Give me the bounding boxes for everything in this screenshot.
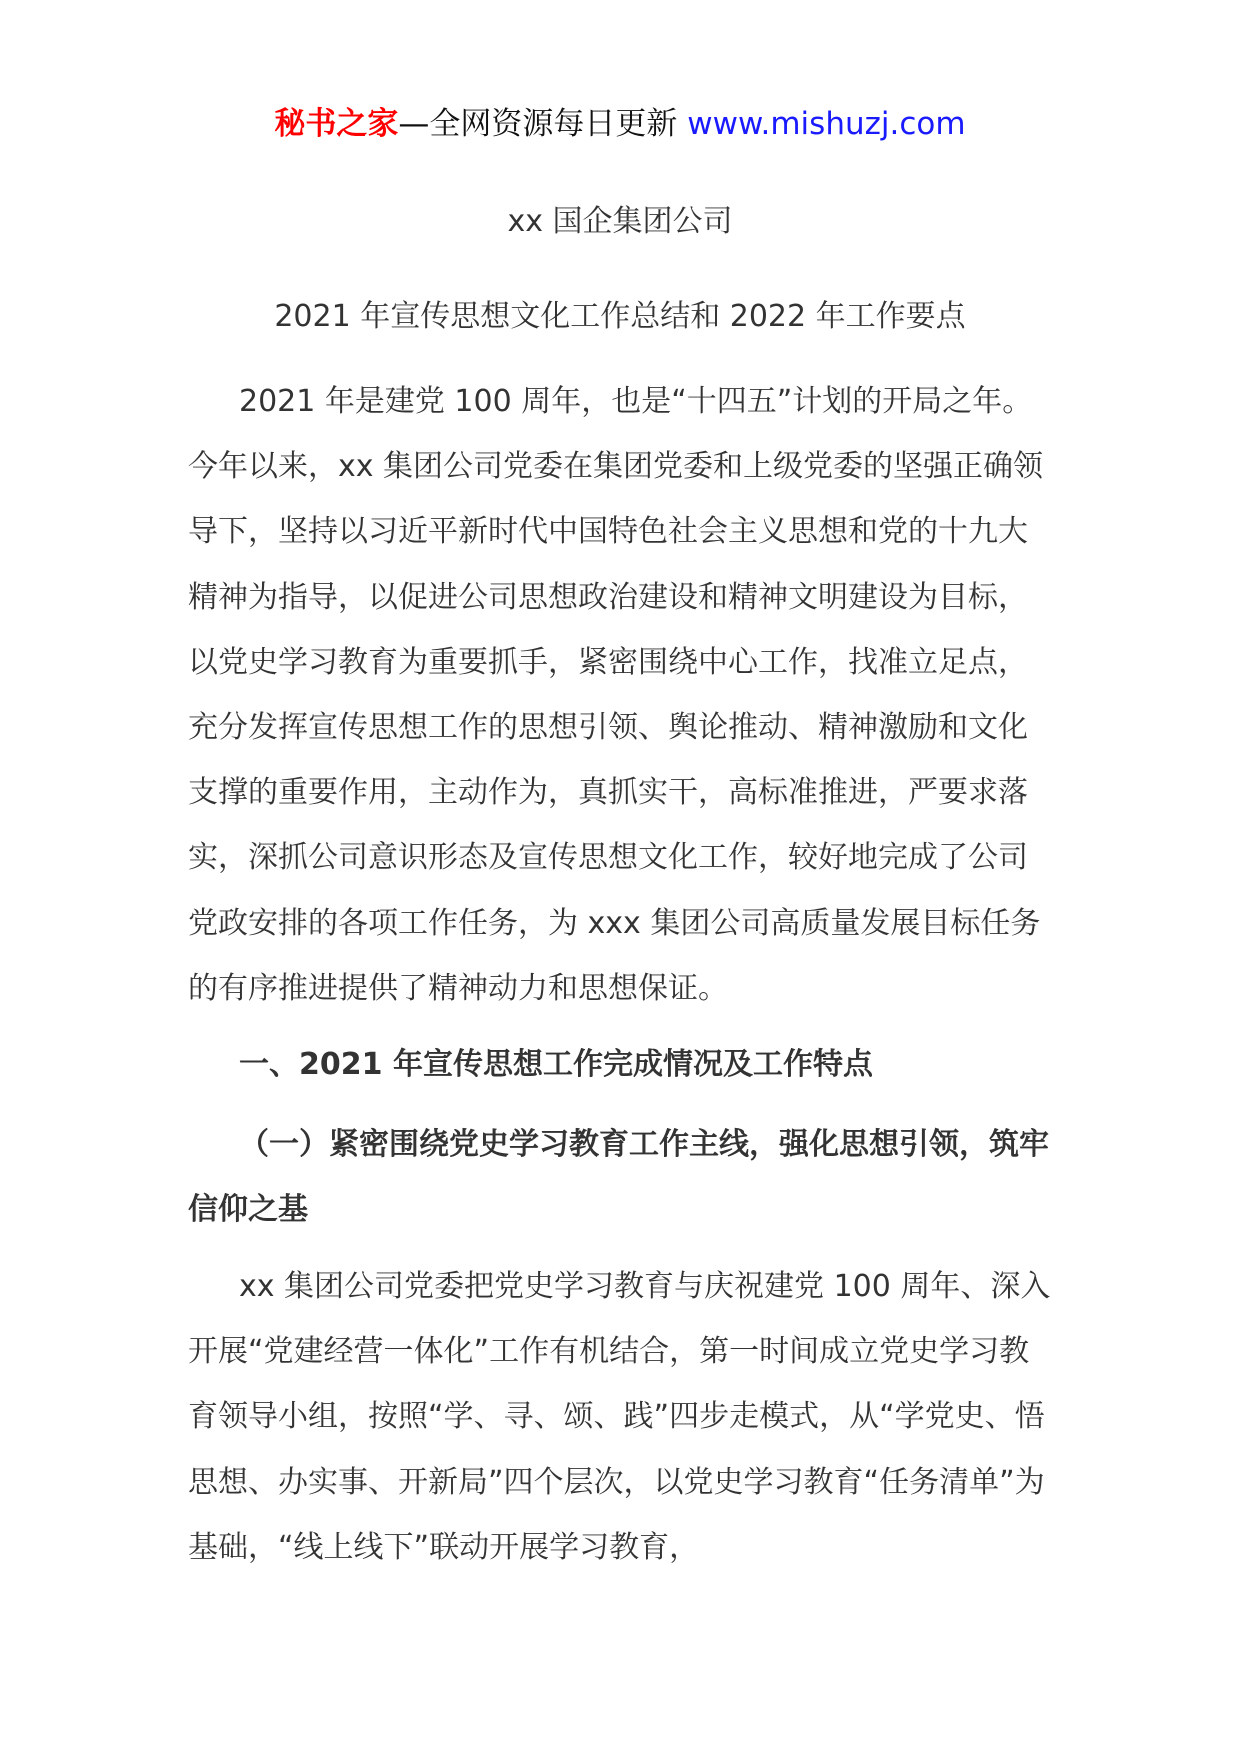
subsection-paragraph: xx 集团公司党委把党史学习教育与庆祝建党 100 周年、深入开展“党建经营一体化”工作有机结合，第一时间成立党史学习教育领导小组，按照“学、寻、颂、践”四步走模式，从“学党史、悟思想、办实事、开新局”四个层次，以党史学习教育“任务清单”为基础，“线上线下”联动开展学习教育， bbox=[188, 1269, 1051, 1565]
section-heading: 一、2021 年宣传思想工作完成情况及工作特点 bbox=[239, 1047, 873, 1082]
site-header bbox=[0, 100, 1240, 148]
brand-name: 秘书之家 bbox=[274, 106, 399, 142]
document-title: 2021 年宣传思想文化工作总结和 2022 年工作要点 bbox=[274, 299, 966, 334]
header-slogan: —全网资源每日更新 bbox=[398, 106, 688, 142]
subsection-heading: （一）紧密围绕党史学习教育工作主线，强化思想引领，筑牢信仰之基 bbox=[188, 1127, 1049, 1228]
org-title: xx 国企集团公司 bbox=[507, 204, 733, 239]
intro-paragraph: 2021 年是建党 100 周年，也是“十四五”计划的开局之年。今年以来，xx 集团公司党委在集团党委和上级党委的坚强正确领导下，坚持以习近平新时代中国特色社会主义思想和党的十九大精神为指导，以促进公司思想政治建设和精神文明建设为目标，以党史学习教育为重要抓手，紧密围绕中心工作，找准立足点，充分发挥宣传思想工作的思想引领、舆论推动、精神激励和文化支撑的重要作用，主动作为，真抓实干，高标准推进，严要求落实，深抓公司意识形态及宣传思想文化工作，较好地完成了公司党政安排的各项工作任务，为 xxx 集团公司高质量发展目标任务的有序推进提供了精神动力和思想保证。 bbox=[188, 384, 1044, 1006]
site-url-link[interactable]: www.mishuzj.com bbox=[687, 106, 966, 142]
